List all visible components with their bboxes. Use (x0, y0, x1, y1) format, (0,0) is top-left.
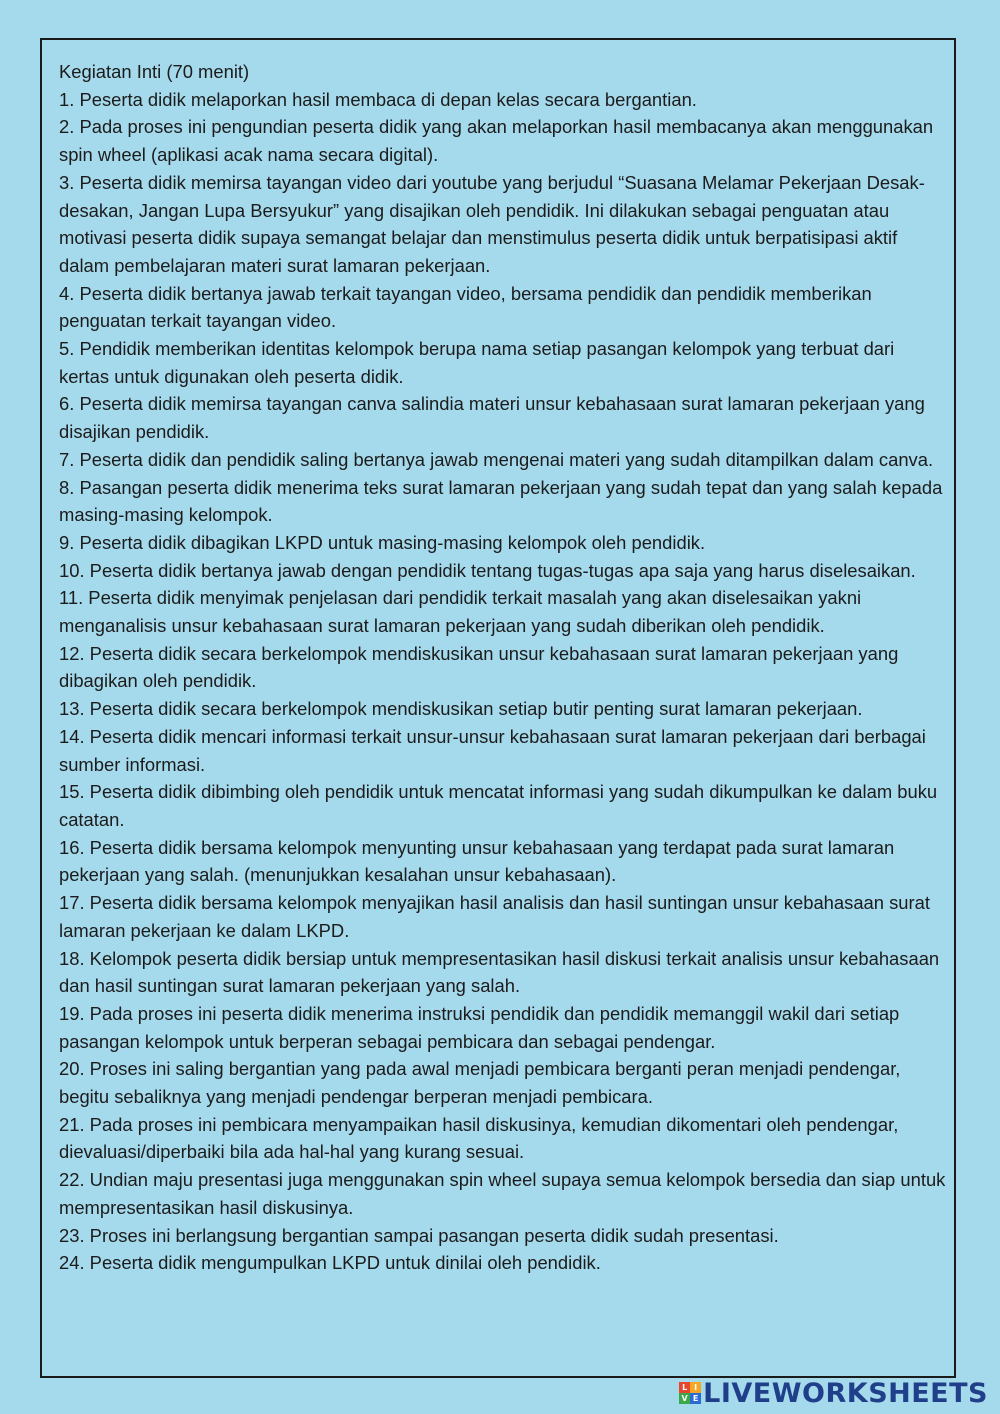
step-item: 11. Peserta didik menyimak penjelasan dari pendidik terkait masalah yang akan diselesaikan yakni menganalisis unsur kebahasaan surat lamaran pekerjaan yang sudah diberikan oleh pendidik. (59, 587, 862, 637)
logo-letter-i: I (690, 1382, 701, 1393)
step-item: 13. Peserta didik secara berkelompok mendiskusikan setiap butir penting surat lamaran pekerjaan. (59, 698, 863, 720)
step-item: 16. Peserta didik bersama kelompok menyunting unsur kebahasaan yang terdapat pada surat lamaran pekerjaan yang salah. (menunjukkan kesalahan unsur kebahasaan). (59, 836, 895, 886)
step-item: 3. Peserta didik memirsa tayangan video dari youtube yang berjudul “Suasana Melamar Pekerjaan Desak-desakan, Jangan Lupa Bersyukur” yang disajikan oleh pendidik. Ini dilakukan sebagai penguatan atau motivasi peserta didik supaya semangat belajar dan menstimulus peserta didik untuk berpatisipasi aktif dalam pembelajaran materi surat lamaran pekerjaan. (59, 171, 925, 276)
step-item: 18. Kelompok peserta didik bersiap untuk mempresentasikan hasil diskusi terkait analisis unsur kebahasaan dan hasil suntingan surat lamaran pekerjaan yang salah. (59, 947, 940, 997)
step-item: 8. Pasangan peserta didik menerima teks surat lamaran pekerjaan yang sudah tepat dan yang salah kepada masing-masing kelompok. (59, 476, 943, 526)
step-item: 14. Peserta didik mencari informasi terkait unsur-unsur kebahasaan surat lamaran pekerjaan dari berbagai sumber informasi. (59, 725, 926, 775)
step-item: 12. Peserta didik secara berkelompok mendiskusikan unsur kebahasaan surat lamaran pekerjaan yang dibagikan oleh pendidik. (59, 642, 899, 692)
step-item: 7. Peserta didik dan pendidik saling bertanya jawab mengenai materi yang sudah ditampilkan dalam canva. (59, 448, 934, 470)
logo-letter-e: E (690, 1393, 701, 1404)
brand-name: LIVEWORKSHEETS (703, 1377, 988, 1409)
step-item: 23. Proses ini berlangsung bergantian sampai pasangan peserta didik sudah presentasi. (59, 1224, 779, 1246)
step-item: 17. Peserta didik bersama kelompok menyajikan hasil analisis dan hasil suntingan unsur kebahasaan surat lamaran pekerjaan ke dalam LKPD. (59, 892, 930, 941)
lesson-content (59, 58, 949, 1277)
section-heading: Kegiatan Inti (70 menit) (59, 61, 250, 82)
step-item: 9. Peserta didik dibagikan LKPD untuk masing-masing kelompok oleh pendidik. (59, 531, 706, 553)
step-item: 1. Peserta didik melaporkan hasil membaca di depan kelas secara bergantian. (59, 88, 697, 110)
logo-letter-l: L (679, 1382, 690, 1393)
step-item: 22. Undian maju presentasi juga menggunakan spin wheel supaya semua kelompok bersedia dan siap untuk mempresentasikan hasil diskusinya. (59, 1169, 946, 1218)
logo-letter-v: V (679, 1393, 690, 1404)
step-item: 2. Pada proses ini pengundian peserta didik yang akan melaporkan hasil membacanya akan menggunakan spin wheel (aplikasi acak nama secara digital). (59, 116, 934, 166)
step-item: 20. Proses ini saling bergantian yang pada awal menjadi pembicara berganti peran menjadi pendengar, begitu sebaliknya yang menjadi pendengar berperan menjadi pembicara. (59, 1058, 901, 1108)
step-item: 15. Peserta didik dibimbing oleh pendidik untuk mencatat informasi yang sudah dikumpulkan ke dalam buku catatan. (59, 781, 938, 830)
step-item: 6. Peserta didik memirsa tayangan canva salindia materi unsur kebahasaan surat lamaran pekerjaan yang disajikan pendidik. (59, 393, 925, 443)
step-item: 24. Peserta didik mengumpulkan LKPD untuk dinilai oleh pendidik. (59, 1252, 601, 1274)
liveworksheets-logo-icon (679, 1382, 701, 1404)
step-item: 5. Pendidik memberikan identitas kelompok berupa nama setiap pasangan kelompok yang terbuat dari kertas untuk digunakan oleh peserta didik. (59, 338, 895, 387)
step-item: 21. Pada proses ini pembicara menyampaikan hasil diskusinya, kemudian dikomentari oleh pendengar, dievaluasi/diperbaiki bila ada hal-hal yang kurang sesuai. (59, 1113, 899, 1163)
step-item: 10. Peserta didik bertanya jawab dengan pendidik tentang tugas-tugas apa saja yang harus diselesaikan. (59, 559, 916, 581)
steps-list (59, 86, 949, 1277)
liveworksheets-brand[interactable] (679, 1376, 988, 1410)
step-item: 4. Peserta didik bertanya jawab terkait tayangan video, bersama pendidik dan pendidik memberikan penguatan terkait tayangan video. (59, 282, 872, 332)
step-item: 19. Pada proses ini peserta didik menerima instruksi pendidik dan pendidik memanggil wakil dari setiap pasangan kelompok untuk berperan sebagai pembicara dan sebagai pendengar. (59, 1002, 900, 1052)
